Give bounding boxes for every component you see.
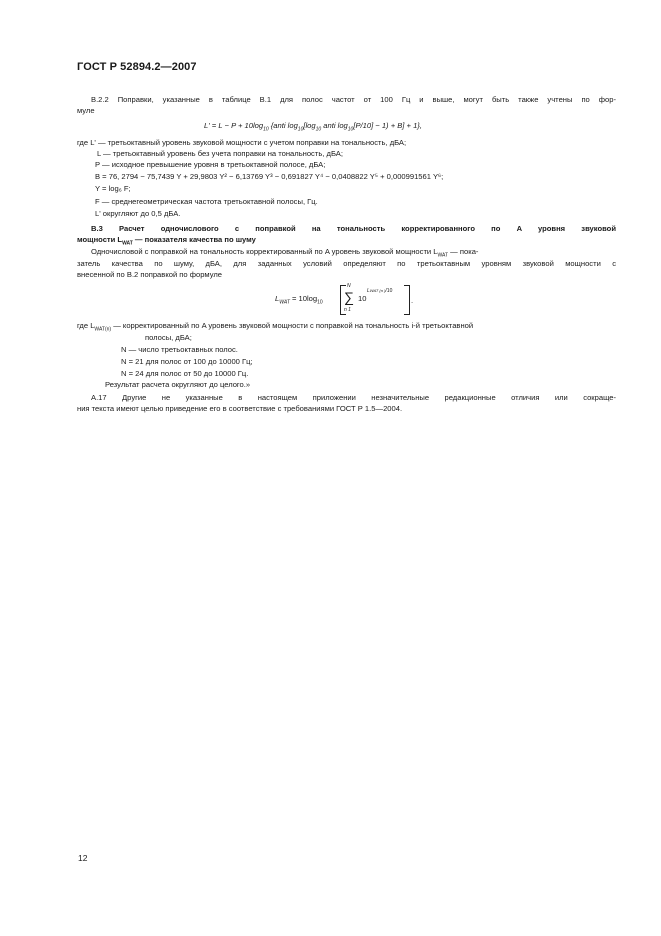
formula2-eq: = 10log xyxy=(289,294,318,303)
section-b3-heading-line1: В.3 Расчет одночислового с поправкой на тональность корректированного по A уровня звуковой xyxy=(91,224,616,233)
where2-line2: полосы, дБА; xyxy=(145,333,192,342)
formula2-sum-top: N xyxy=(347,283,351,289)
formula2-sum-bottom: n 1 xyxy=(344,307,351,313)
sum-icon: ∑ xyxy=(344,289,354,305)
formula1-part: [P/10] − 1) + B] + 1}, xyxy=(353,121,422,130)
section-a17-line1: А.17 Другие не указанные в настоящем приложении незначительные редакционные отличия или сокраще- xyxy=(91,393,616,402)
b3-line2-end: — показателя качества по шуму xyxy=(132,235,256,244)
formula2-exponent xyxy=(367,288,392,294)
where1-line6: F — среднегеометрическая частота третьоктавной полосы, Гц. xyxy=(95,197,318,206)
section-b3-heading-line2 xyxy=(77,235,256,246)
where2-line1 xyxy=(77,321,473,332)
formula1-sub: 10 xyxy=(347,126,354,133)
formula-lwat-lhs xyxy=(275,294,323,305)
section-a17-line2: ния текста имеют целью приведение его в соответствие с требованиями ГОСТ Р 1.5—2004. xyxy=(77,404,403,413)
formula1-part: {anti log xyxy=(268,121,298,130)
section-b22-line2: муле xyxy=(77,106,95,115)
formula1-lhs: L' = L − P + 10log xyxy=(204,121,264,130)
formula2-exp-sub: WAT (n ) xyxy=(369,288,386,293)
formula1-sub: 10 xyxy=(297,126,304,133)
formula2-tail: . xyxy=(411,296,414,305)
page-number: 12 xyxy=(78,853,88,863)
para-line1-text: Одночисловой с поправкой на тональность корректированный по A уровень звуковой мощности L xyxy=(91,247,438,256)
para-line1-end: — пока- xyxy=(448,247,479,256)
formula2-lhs: L xyxy=(275,294,280,303)
where2-line1-end: — корректированный по A уровень звуковой мощности с поправкой на тональность i-й третьоктавной xyxy=(111,321,474,330)
where1-line2: L — третьоктавный уровень без учета поправки на тональность, дБА; xyxy=(97,149,343,158)
formula1-sub: 10 xyxy=(315,126,322,133)
formula-corrected-level xyxy=(204,121,422,132)
para-line3: внесенной по В.2 поправкой по формуле xyxy=(77,270,223,279)
para-line2: затель качества по шуму, дБА, для заданных условий определяют по третьоктавным уровням звуковой мощности с xyxy=(77,259,616,268)
where2-line4: N = 21 для полос от 100 до 10000 Гц; xyxy=(121,357,253,366)
formula2-base: 10 xyxy=(358,294,367,303)
where2-line5: N = 24 для полос от 50 до 10000 Гц. xyxy=(121,369,249,378)
where1-line7: L' округляют до 0,5 дБА. xyxy=(95,209,181,218)
document-header: ГОСТ Р 52894.2—2007 xyxy=(77,61,197,73)
b3-line2-sub: WAT xyxy=(122,240,133,247)
where2-line6: Результат расчета округляют до целого.» xyxy=(105,380,251,389)
where2-line1-text: где L xyxy=(77,321,95,330)
para-line1 xyxy=(91,247,478,258)
where2-line1-sub: WAT(n) xyxy=(94,326,112,333)
where1-line3: P — исходное превышение уровня в третьоктавной полосе, дБА; xyxy=(95,160,326,169)
formula1-part: anti log xyxy=(321,121,348,130)
section-b22-line1: В.2.2 Поправки, указанные в таблице В.1 для полос частот от 100 Гц и выше, могут быть также учтены по фор- xyxy=(91,95,616,104)
where1-line4: B = 76, 2794 − 75,7439 Y + 29,9803 Y² − 6,13769 Y³ − 0,691827 Y⁴ − 0,0408822 Y⁵ + 0,000991561 Y⁶; xyxy=(95,172,444,181)
formula1-sub: 10 xyxy=(263,126,269,133)
where1-line5: Y = log₆ F; xyxy=(95,184,131,193)
formula1-part: [log xyxy=(303,121,316,130)
formula2-exp-tail: /10 xyxy=(385,288,393,294)
formula2-sub10: 10 xyxy=(317,299,323,306)
formula2-lhs-sub: WAT xyxy=(279,299,290,306)
b3-line2-text: мощности L xyxy=(77,235,123,244)
where1-line1: где L' — третьоктавный уровень звуковой мощности с учетом поправки на тональность, дБА; xyxy=(77,138,407,147)
where2-line3: N — число третьоктавных полос. xyxy=(121,345,238,354)
formula2-exp: L xyxy=(367,288,370,294)
para-line1-sub: WAT xyxy=(437,252,449,259)
formula2-right-bracket xyxy=(404,285,410,315)
